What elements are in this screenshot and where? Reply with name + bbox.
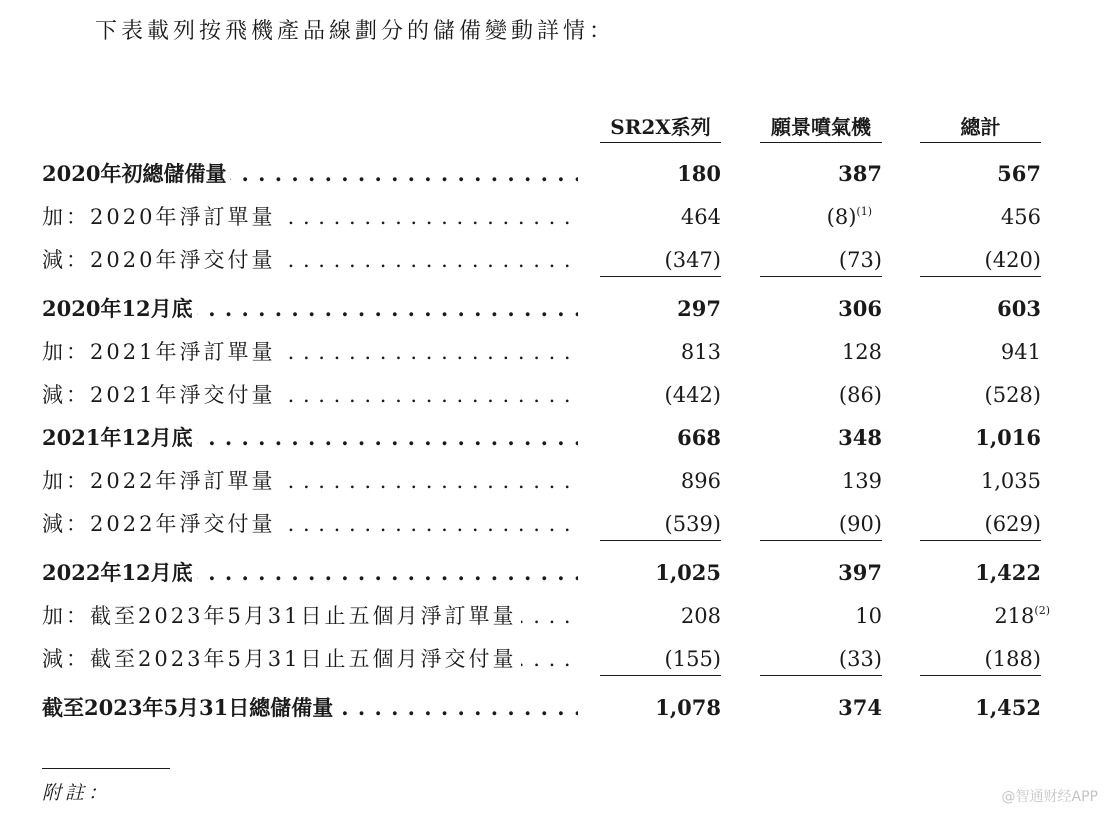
row-label: 加：截至2023年5月31日止五個月淨訂單量 [42, 604, 521, 628]
value-total: 603 [997, 296, 1041, 321]
value-total: 567 [997, 161, 1041, 186]
value-total: 1,452 [975, 695, 1041, 720]
value-sr2x: 813 [680, 340, 721, 364]
footnote-heading: 附註： [42, 782, 112, 804]
value-total: 218 [994, 604, 1035, 628]
column-header-sr2x: SR2X系列 [600, 112, 721, 143]
row-label: 加：2022年淨訂單量 [42, 469, 279, 493]
row-label: 減：截至2023年5月31日止五個月淨交付量 [42, 647, 521, 671]
value-vision-jet: (86) [838, 383, 882, 407]
value-sr2x: 668 [677, 425, 721, 450]
value-vision-jet: (90) [760, 507, 882, 541]
value-vision-jet: 374 [838, 695, 882, 720]
table-row [0, 642, 1108, 676]
value-sr2x: 208 [680, 604, 721, 628]
value-sr2x: (155) [600, 642, 721, 676]
value-vision-jet: (33) [760, 642, 882, 676]
value-sr2x: (347) [600, 243, 721, 277]
value-sr2x: 896 [680, 469, 721, 493]
value-sr2x: 464 [680, 205, 721, 229]
row-label: 減：2020年淨交付量 [42, 248, 279, 272]
row-label: 2020年12月底 [42, 296, 197, 321]
row-label: 減：2022年淨交付量 [42, 512, 279, 536]
table-row [0, 464, 1108, 498]
column-header-vision-jet: 願景噴氣機 [760, 112, 882, 143]
value-vision-jet: 139 [841, 469, 882, 493]
watermark: @智通财经APP [1001, 789, 1098, 805]
row-label: 2020年初總儲備量 [42, 161, 230, 186]
value-sr2x: 180 [677, 161, 721, 186]
column-header-total: 總計 [920, 112, 1041, 143]
value-total: 456 [1000, 205, 1041, 229]
table-row [0, 691, 1108, 725]
value-total: 1,422 [975, 560, 1041, 585]
value-total: (420) [920, 243, 1041, 277]
table-row [0, 292, 1108, 326]
table-row [0, 335, 1108, 369]
footnote-divider [42, 768, 170, 769]
value-total: 941 [1000, 340, 1041, 364]
value-vision-jet: (8) [826, 205, 857, 229]
value-vision-jet: 306 [838, 296, 882, 321]
row-label: 加：2020年淨訂單量 [42, 205, 279, 229]
footnote-marker: (1) [856, 205, 872, 218]
value-total: 1,035 [980, 469, 1041, 493]
value-total: (528) [984, 383, 1041, 407]
table-row [0, 421, 1108, 455]
value-total: 1,016 [975, 425, 1041, 450]
value-vision-jet: 387 [838, 161, 882, 186]
value-vision-jet: 128 [841, 340, 882, 364]
value-vision-jet: (73) [760, 243, 882, 277]
footnote-marker: (2) [1034, 604, 1050, 617]
value-total: (629) [920, 507, 1041, 541]
row-label: 減：2021年淨交付量 [42, 383, 279, 407]
table-row [0, 243, 1108, 277]
value-vision-jet: 397 [838, 560, 882, 585]
value-sr2x: 1,025 [655, 560, 721, 585]
row-label: 2021年12月底 [42, 425, 197, 450]
table-row [0, 378, 1108, 412]
row-label: 2022年12月底 [42, 560, 197, 585]
table-row [0, 200, 1108, 234]
table-row [0, 507, 1108, 541]
value-vision-jet: 10 [855, 604, 882, 628]
intro-text: 下表載列按飛機產品線劃分的儲備變動詳情： [95, 19, 616, 44]
value-vision-jet: 348 [838, 425, 882, 450]
row-label: 截至2023年5月31日總儲備量 [42, 695, 337, 720]
table-row [0, 157, 1108, 191]
table-row [0, 556, 1108, 590]
value-sr2x: 1,078 [655, 695, 721, 720]
value-sr2x: (442) [664, 383, 721, 407]
table-row [0, 599, 1108, 633]
row-label: 加：2021年淨訂單量 [42, 340, 279, 364]
value-sr2x: 297 [677, 296, 721, 321]
value-sr2x: (539) [600, 507, 721, 541]
value-total: (188) [920, 642, 1041, 676]
